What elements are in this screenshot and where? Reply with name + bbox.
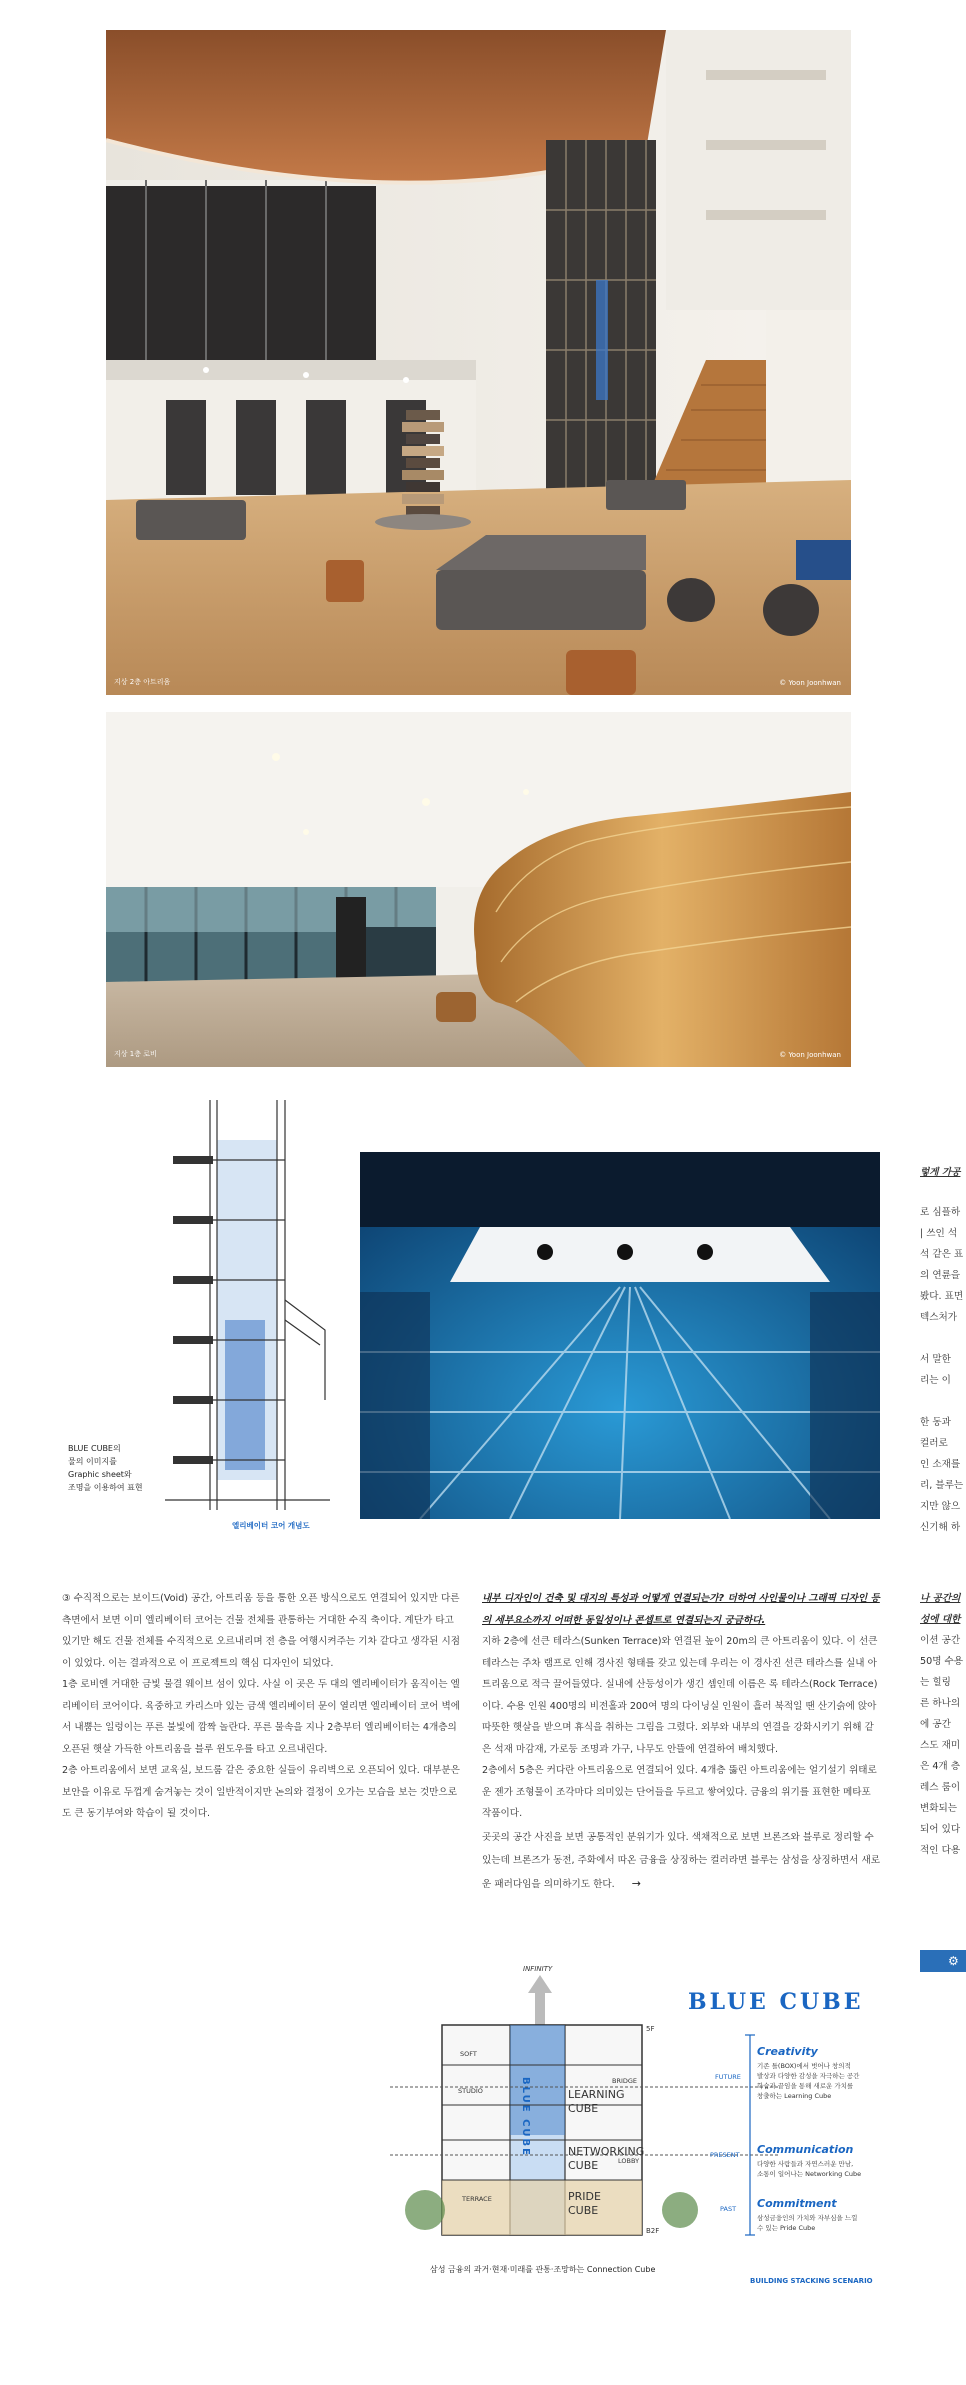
terrace-label: TERRACE	[462, 2195, 492, 2203]
fragment-line: 은 4개 층	[920, 1761, 961, 1772]
fragment-line: 되어 있다	[920, 1824, 961, 1835]
studio-label: STUDIO	[458, 2087, 483, 2095]
soft-label: SOFT	[460, 2050, 477, 2058]
stacking-scenario-label: BUILDING STACKING SCENARIO	[750, 2277, 873, 2285]
body-paragraph: 지하 2층에 선큰 테라스(Sunken Terrace)와 연결된 높이 20m의 큰 아트리움이 있다. 이 선큰 테라스는 주차 램프로 인해 경사진 형태를 갖고 있는데 우리는 이 경사진 선큰 테라스를 실내 아트리움으로 적극 끌어들였다. 실내에 산등성이가 생긴 셈인데 이름은 록 테라스(Rock Terrace)이다. 수용 인원 400명의 비전홀과 200여 명의 다이닝실 인원이 흘러 북적일 땐 산기슭에 앉아 따뜻한 햇살을 받으며 휴식을 취하는 그림을 그렸다. 외부와 내부의 연결을 강화시키기 위해 같은 석재 마감재, 가로등 조명과 가구, 나무도 안뜰에 연결하여 배치했다.	[482, 1636, 878, 1755]
present-label: PRESENT	[710, 2151, 740, 2159]
fragment-line: 리는 이	[920, 1375, 951, 1386]
elevator-diagram-note: BLUE CUBE의 물의 이미지를 Graphic sheet와 조명을 이용하여 표현	[68, 1444, 143, 1492]
fragment-line: 로 심플하	[920, 1207, 961, 1218]
fragment-line: 컬러로	[920, 1438, 948, 1449]
atrium-illustration	[106, 30, 851, 695]
photo-caption: 지상 1층 로비	[114, 1050, 157, 1058]
blue-cube-diagram	[390, 1965, 890, 2265]
networking-cube-label: NETWORKING CUBE	[568, 2145, 645, 2172]
fragment-line: 텍스처가	[920, 1312, 958, 1323]
atrium-photo	[106, 30, 851, 695]
communication-desc: 다양한 사람들과 자연스러운 만남, 소통이 일어나는 Networking Cube	[757, 2160, 862, 2178]
fragment-line: 는 힐링	[920, 1677, 951, 1688]
past-label: PAST	[720, 2205, 737, 2213]
body-paragraph: 2층 아트리움에서 보면 교육실, 보드룸 같은 중요한 실들이 유리벽으로 오픈되어 있다. 대부분은 보안을 이유로 두껍게 숨겨놓는 것이 일반적이지만 논의와 결정이 오가는 모습을 보는 것만으로도 큰 동기부여와 학습이 될 것이다.	[62, 1765, 460, 1819]
fragment-line: 른 하나의	[920, 1698, 961, 1709]
fragment-line: 신기해 하	[920, 1522, 961, 1533]
creativity-desc: 기존 틀(BOX)에서 벗어나 창의적 발상과 다양한 감성을 자극하는 공간 학습과 끝임을 통해 새로운 가치를 창출하는 Learning Cube	[757, 2062, 860, 2100]
fragment-heading: 나 공간의	[920, 1593, 961, 1604]
learning-cube-label: LEARNING CUBE	[568, 2088, 625, 2115]
commitment-title: Commitment	[757, 2197, 837, 2210]
body-paragraph: 곳곳의 공간 사진을 보면 공통적인 분위기가 있다. 색채적으로 보면 브론즈와 블루로 정리할 수 있는데 브론즈가 동전, 주화에서 따온 금융을 상징하는 컬러라면 블루는 삼성을 상징하면서 새로운 패러다임을 의미하기도 한다.	[482, 1831, 881, 1890]
fragment-heading: 렇게 가공	[920, 1167, 961, 1178]
bridge-label: BRIDGE	[612, 2077, 638, 2085]
lobby-label: LOBBY	[618, 2157, 640, 2165]
question-heading: 내부 디자인이 건축 및 대지의 특성과 어떻게 연결되는가? 더하여 사인물이나 그래픽 디자인 등의 세부요소까지 어떠한 동일성이나 콘셉트로 연결되는지 궁금하다.	[482, 1593, 880, 1626]
infinity-label: BLUE CUBE	[520, 2077, 531, 2157]
fragment-line: 적인 다용	[920, 1845, 961, 1856]
fragment-line: 50명 수용	[920, 1656, 964, 1667]
fragment-line: 리, 블루는	[920, 1480, 964, 1491]
fragment-line: 봤다. 표면	[920, 1291, 964, 1302]
photo-credit: © Yoon Joonhwan	[779, 1051, 841, 1059]
fragment-line: 변화되는	[920, 1803, 958, 1814]
body-paragraph: 2층에서 5층은 커다란 아트리움으로 연결되어 있다. 4개층 뚫린 아트리움에는 얼기설기 위태로운 젠가 조형물이 조각마다 의미있는 단어들을 두르고 쌓여있다. 금융의 위기를 표현한 메타포 작품이다.	[482, 1765, 877, 1819]
fragment-line: 에 공간	[920, 1719, 951, 1730]
right-text-column	[482, 1588, 882, 1895]
fragment-line: 이션 공간	[920, 1635, 961, 1646]
elevator-section-drawing	[155, 1100, 330, 1515]
gear-icon: ⚙	[920, 1950, 966, 1972]
fragment-line: 스도 재미	[920, 1740, 961, 1751]
continue-arrow: →	[631, 1876, 641, 1890]
lobby-illustration	[106, 712, 851, 1067]
blue-cube-caption: 삼성 금융의 과거·현재·미래를 관통·조망하는 Connection Cube	[430, 2265, 656, 2274]
photo-caption: 지상 2층 아트리움	[114, 678, 171, 686]
fragment-heading: 성에 대한	[920, 1614, 961, 1625]
blue-shaft-illustration	[360, 1152, 880, 1519]
elevator-core-diagram	[155, 1100, 330, 1515]
lobby-photo	[106, 712, 851, 1067]
fragment-line: 서 말한	[920, 1354, 951, 1365]
fragment-line: 지만 않으	[920, 1501, 961, 1512]
elevator-diagram-caption: 엘리베이터 코어 개념도	[232, 1521, 310, 1530]
fragment-line: 의 연륜을	[920, 1270, 961, 1281]
fragment-line: 레스 룸이	[920, 1782, 961, 1793]
communication-title: Communication	[757, 2143, 854, 2156]
pride-cube-label: PRIDE CUBE	[568, 2190, 601, 2217]
photo-credit: © Yoon Joonhwan	[779, 679, 841, 687]
left-text-column	[62, 1588, 462, 1825]
floor-top-label: 5F	[646, 2025, 655, 2033]
fragment-line: | 쓰인 석	[920, 1228, 958, 1239]
creativity-title: Creativity	[757, 2045, 818, 2058]
elevator-shaft-photo	[360, 1152, 880, 1519]
body-paragraph: ③ 수직적으로는 보이드(Void) 공간, 아트리움 등을 통한 오픈 방식으로도 연결되어 있지만 다른 측면에서 보면 이미 엘리베이터 코어는 건물 전체를 관통하는 거대한 수직 축이다. 계단가 타고 있기만 해도 건물 전체를 수직적으로 오르내리며 전 층을 여행시켜주는 기차 같다고 생각된 시점이 있었다. 이는 결과적으로 이 프로젝트의 핵심 디자인이 되었다.	[62, 1593, 461, 1669]
fragment-line: 석 같은 표	[920, 1249, 964, 1260]
future-label: FUTURE	[715, 2073, 741, 2081]
floor-bottom-label: B2F	[646, 2227, 660, 2235]
next-page-fragment	[920, 1150, 966, 2050]
blue-cube-title: BLUE CUBE	[688, 1989, 864, 2015]
commitment-desc: 삼성금융인의 가치와 자부심을 느낄 수 있는 Pride Cube	[757, 2214, 858, 2232]
top-label: INFINITY	[523, 1965, 553, 1973]
fragment-line: 한 동과	[920, 1417, 951, 1428]
body-paragraph: 1층 로비엔 거대한 금빛 물결 웨이브 섬이 있다. 사실 이 곳은 두 대의 엘리베이터가 움직이는 엘리베이터 코어이다. 육중하고 카리스마 있는 금색 엘리베이터 문이 열리면 엘리베이터 코어 벽에서 내뿜는 일렁이는 푸른 불빛에 깜짝 놀란다. 푸른 물속을 지나 2층부터 엘리베이터는 4개층의 오픈된 햇살 가득한 아트리움을 블루 윈도우를 타고 오르내린다.	[62, 1679, 461, 1755]
fragment-line: 인 소재를	[920, 1459, 961, 1470]
